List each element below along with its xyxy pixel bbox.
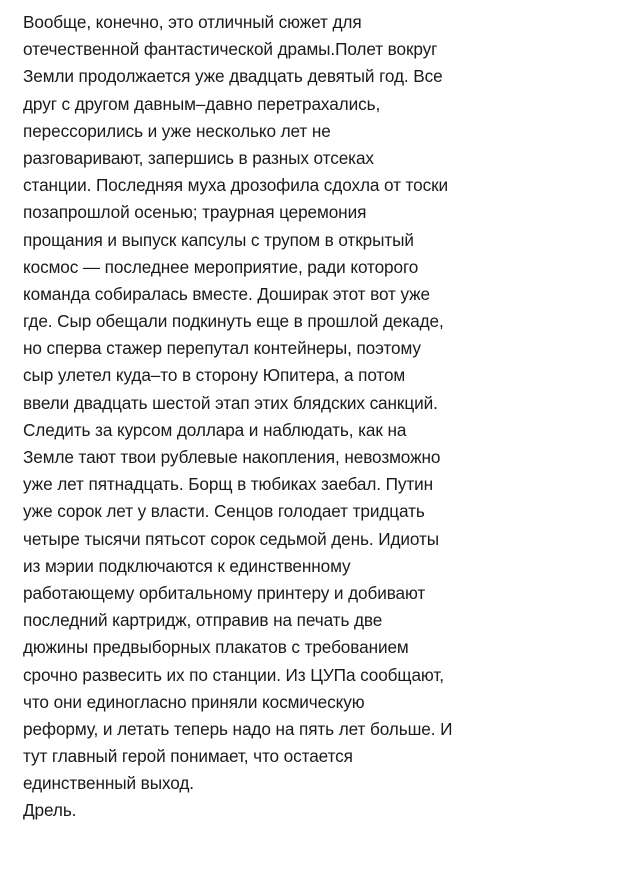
text-line: команда собиралась вместе. Доширак этот вот уже [23,283,431,304]
text-line: последний картридж, отправив на печать две [23,610,383,631]
text-line: что они единогласно приняли космическую [23,691,365,712]
text-line: станции. Последняя муха дрозофила сдохла от тоски [23,175,449,196]
text-line: прощания и выпуск капсулы с трупом в открытый [23,229,414,250]
text-line: Земли продолжается уже двадцать девятый год. Все [23,66,443,87]
text-line: разговаривают, запершись в разных отсеках [23,147,374,168]
text-line: тут главный герой понимает, что остается [23,746,353,767]
text-line: четыре тысячи пятьсот сорок седьмой день. Идиоты [23,528,440,549]
text-line: отечественной фантастической драмы.Полет вокруг [23,39,438,60]
final-line: Дрель. [23,800,77,821]
text-line: ввели двадцать шестой этап этих блядских санкций. [23,392,438,413]
text-line: дюжины предвыборных плакатов с требованием [23,637,409,658]
story-text [23,9,623,825]
text-line: сыр улетел куда–то в сторону Юпитера, а потом [23,365,406,386]
text-line: работающему орбитальному принтеру и добивают [23,582,426,603]
text-line: друг с другом давным–давно перетрахались, [23,93,381,114]
text-line: Следить за курсом доллара и наблюдать, как на [23,419,407,440]
text-line: срочно развесить их по станции. Из ЦУПа сообщают, [23,664,444,685]
text-line: Вообще, конечно, это отличный сюжет для [23,12,362,32]
text-line: уже лет пятнадцать. Борщ в тюбиках заебал. Путин [23,474,434,495]
text-line: перессорились и уже несколько лет не [23,120,331,141]
text-line: из мэрии подключаются к единственному [23,555,351,576]
text-line: где. Сыр обещали подкинуть еще в прошлой декаде, [23,311,444,332]
text-line: космос — последнее мероприятие, ради которого [23,256,419,277]
text-line: реформу, и летать теперь надо на пять лет больше. И [23,718,453,739]
text-line: но сперва стажер перепутал контейнеры, поэтому [23,338,421,359]
text-line: единственный выход. [23,773,194,794]
text-line: Земле тают твои рублевые накопления, невозможно [23,447,441,467]
text-line: позапрошлой осенью; траурная церемония [23,202,367,223]
text-line: уже сорок лет у власти. Сенцов голодает тридцать [23,501,425,522]
